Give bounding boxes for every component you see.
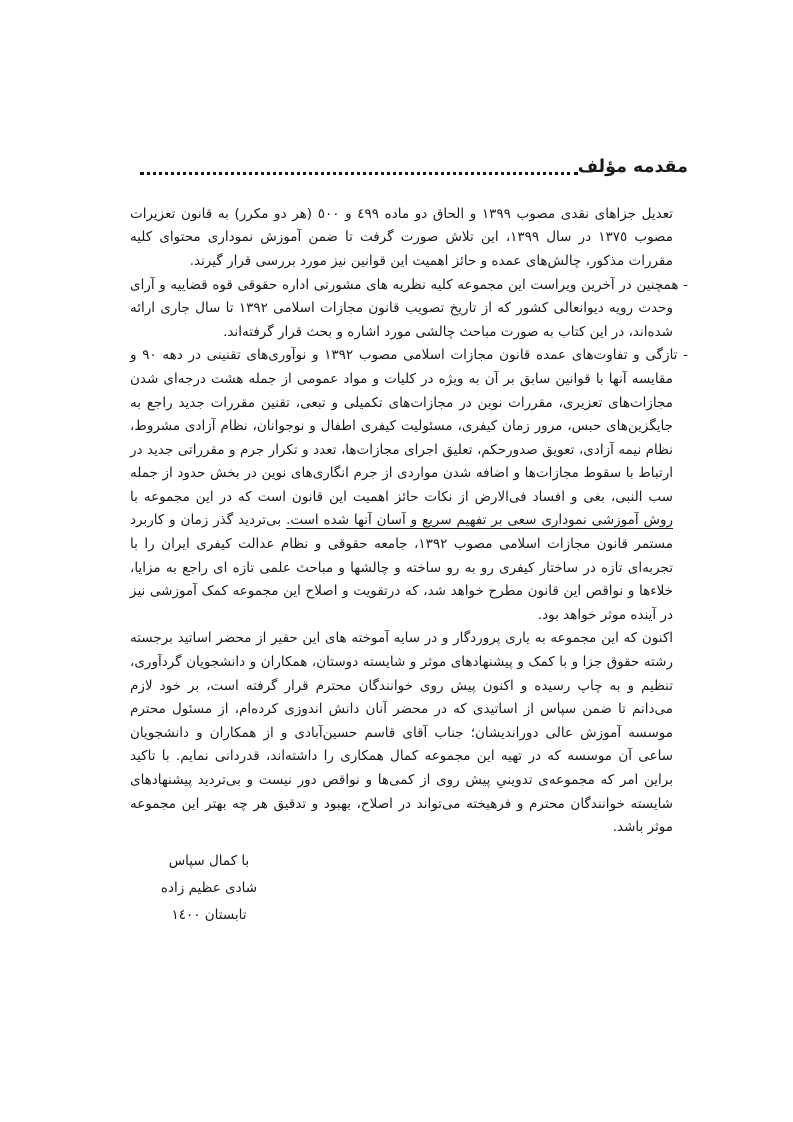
intro-continuation-paragraph: تعدیل جزاهای نقدی مصوب ١٣٩٩ و الحاق دو ماده ٤٩٩ و ٥٠٠ (هر دو مکرر) به قانون تعزیرات مصوب ١٣٧٥ در سال ١٣٩٩، این تلاش صورت گرفت تا ضمن آموزش نموداری محتوای کلیه مقررات مذکور، چالش‌های عمده و حائز اهمیت این قوانین نیز مورد بررسی قرار گیرند. — [130, 205, 673, 269]
bullet-law-novelties-post: بی‌تردید گذر زمان و کاربرد مستمر قانون مجازات اسلامی مصوب ١٣٩٢، جامعه حقوقی و نظام عدالت کیفری ایران را با تجربه‌ای تازه در ساختار کیفری رو به رو ساخته و چالشها و مباحث علمی تازه ای راجع به مزایا، خلاءها و نواقص این قانون مطرح خواهد شد، که درتقویت و اصلاح این مجموعه کمک آموزشی نیز در آینده موثر خواهد بود. — [130, 512, 674, 623]
bullet-advisory-opinions: - همچنین در آخرین ویراست این مجموعه کلیه نظریه های مشورتی اداره حقوقی قوه قضاییه و آرای وحدت رویه دیوانعالی کشور که از تاریخ تصویب قانون مجازات اسلامی ١٣٩٢ تا سال جاری ارائه شده‌اند، در این کتاب به صورت مباحث چالشی مورد اشاره و بحث قرار گرفته‌اند. — [130, 276, 688, 340]
page-title: مقدمه مؤلف — [577, 157, 688, 177]
bullet-law-novelties-pre: - تازگی و تفاوت‌های عمده قانون مجازات اسلامی مصوب ١٣٩٢ و نوآوری‌های تقنینی در دهه ٩٠ و مقایسه آنها با قوانین سابق بر آن به ویژه در کلیات و مواد عمومی از جمله هشت درجه‌ای شدن مجازات‌های تعزیری، مقررات نوین در مجازات‌های تکمیلی و تبعی، تقنین مقررات جدید راجع به جایگزین‌های حبس، مرور زمان کیفری، مسئولیت کیفری اطفال و نوجوانان، نظام آزادی مشروط، نظام نیمه آزادی، تعویق صدورحکم، تعلیق اجرای مجازات‌ها، تعدد و تکرار جرم و مقرراتی جدید در ارتباط با سقوط مجازات‌ها و اضافه شدن مواردی از جرم انگاری‌های نوین در بخش حدود از جمله سب النبی، بغی و افساد فی‌الارض از نکات حائز اهمیت این قانون است که در این مجموعه با — [130, 347, 688, 505]
underlined-phrase: روش آموزشی نموداری سعی بر تفهیم سریع و آسان آنها شده است. — [286, 512, 674, 529]
bullet-law-novelties — [130, 344, 688, 627]
body-text-column — [130, 203, 688, 929]
signature-block — [144, 848, 274, 929]
dotted-leader — [140, 172, 578, 175]
signature-date: تابستان ١٤٠٠ — [171, 906, 247, 923]
book-page — [130, 156, 688, 929]
signature-author-name: شادی عظیم زاده — [160, 879, 258, 896]
acknowledgements-paragraph: اکنون که این مجموعه به یاری پروردگار و در سایه آموخته های این حقیر از محضر اساتید برجسته رشته حقوق جزا و با کمک و پیشنهادهای موثر و شایسته دوستان، همکاران و دانشجویان گردآوری، تنظیم و به چاپ رسیده و اکنون پیش روی خوانندگان محترم قرار گرفته است، بر خود لازم می‌دانم تا ضمن سپاس از اساتیدی که در محضر آنان دانش اندوزی کرده‌ام، از مسئول محترم موسسه آموزش عالی دوراندیشان؛ جناب آقای قاسم حسین‌آبادی و از همکاران و دانشجویان ساعی آن موسسه که در تهیه این مجموعه کمال همکاری را داشته‌اند، قدردانی نمایم. با تاکید براین امر که مجموعه‌ی تدوینیِ پیش روی از کمی‌ها و نواقص دور نیست و بی‌تردید پیشنهادهای شایسته خوانندگان محترم و فرهیخته می‌تواند در اصلاح، بهبود و تدقیق هر چه بهتر این مجموعه موثر باشد. — [130, 630, 673, 836]
chapter-header — [130, 156, 688, 179]
signature-thanks: با کمال سپاس — [168, 852, 250, 869]
